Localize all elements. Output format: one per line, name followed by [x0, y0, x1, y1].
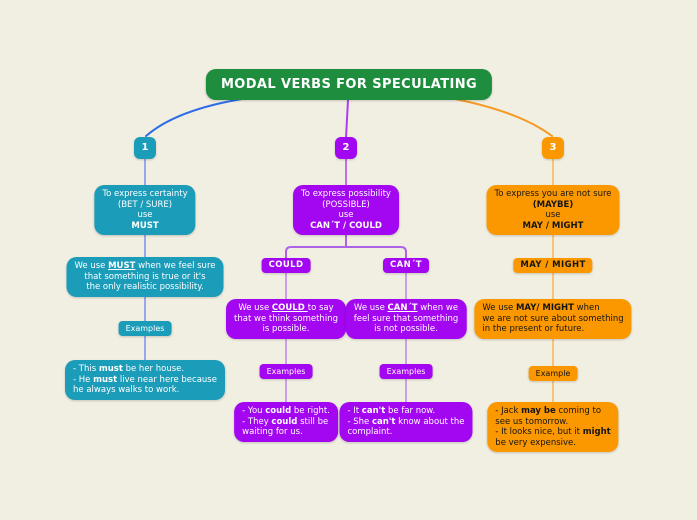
branch3-examples-node[interactable]: - Jack may be coming to see us tomorrow. - It looks nice, but it might be very expensive.	[487, 402, 618, 452]
branch1-number-node[interactable]: 1	[134, 137, 156, 159]
branch2-cant-keyword[interactable]: CAN´T	[383, 258, 429, 273]
branch2-could-rule-node[interactable]: We use COULD to say that we think something is possible.	[226, 299, 346, 339]
branch2-topic-node[interactable]: To express possibility (POSSIBLE) use CAN´T / COULD	[293, 185, 399, 235]
title-node[interactable]: MODAL VERBS FOR SPECULATING	[206, 69, 492, 100]
branch1-examples-node[interactable]: - This must be her house. - He must live near here because he always walks to work.	[65, 360, 225, 400]
branch3-example-label[interactable]: Example	[529, 366, 578, 381]
branch3-number-node[interactable]: 3	[542, 137, 564, 159]
branch2-cant-rule-node[interactable]: We use CAN´T when we feel sure that something is not possible.	[346, 299, 467, 339]
branch1-examples-label[interactable]: Examples	[119, 321, 172, 336]
connector-title-to-branch1	[146, 99, 242, 136]
branch3-rule-node[interactable]: We use MAY/ MIGHT when we are not sure about something in the present or future.	[474, 299, 631, 339]
branch2-could-keyword[interactable]: COULD	[262, 258, 311, 273]
connector-branch2-chain	[286, 273, 406, 407]
branch1-rule-node[interactable]: We use MUST when we feel sure that something is true or it's the only realistic possibility.	[67, 257, 224, 297]
branch2-could-examples-node[interactable]: - You could be right. - They could still be waiting for us.	[234, 402, 338, 442]
branch3-topic-node[interactable]: To express you are not sure (MAYBE) use MAY / MIGHT	[487, 185, 620, 235]
branch2-cant-examples-label[interactable]: Examples	[380, 364, 433, 379]
connector-title-to-branch2	[346, 100, 348, 138]
branch2-could-examples-label[interactable]: Examples	[260, 364, 313, 379]
branch2-number-node[interactable]: 2	[335, 137, 357, 159]
branch3-keyword-node[interactable]: MAY / MIGHT	[513, 258, 592, 273]
branch2-cant-examples-node[interactable]: - It can't be far now. - She can't know about the complaint.	[339, 402, 472, 442]
branch1-topic-node[interactable]: To express certainty (BET / SURE) use MUST	[94, 185, 195, 235]
connector-title-to-branch3	[455, 99, 552, 136]
